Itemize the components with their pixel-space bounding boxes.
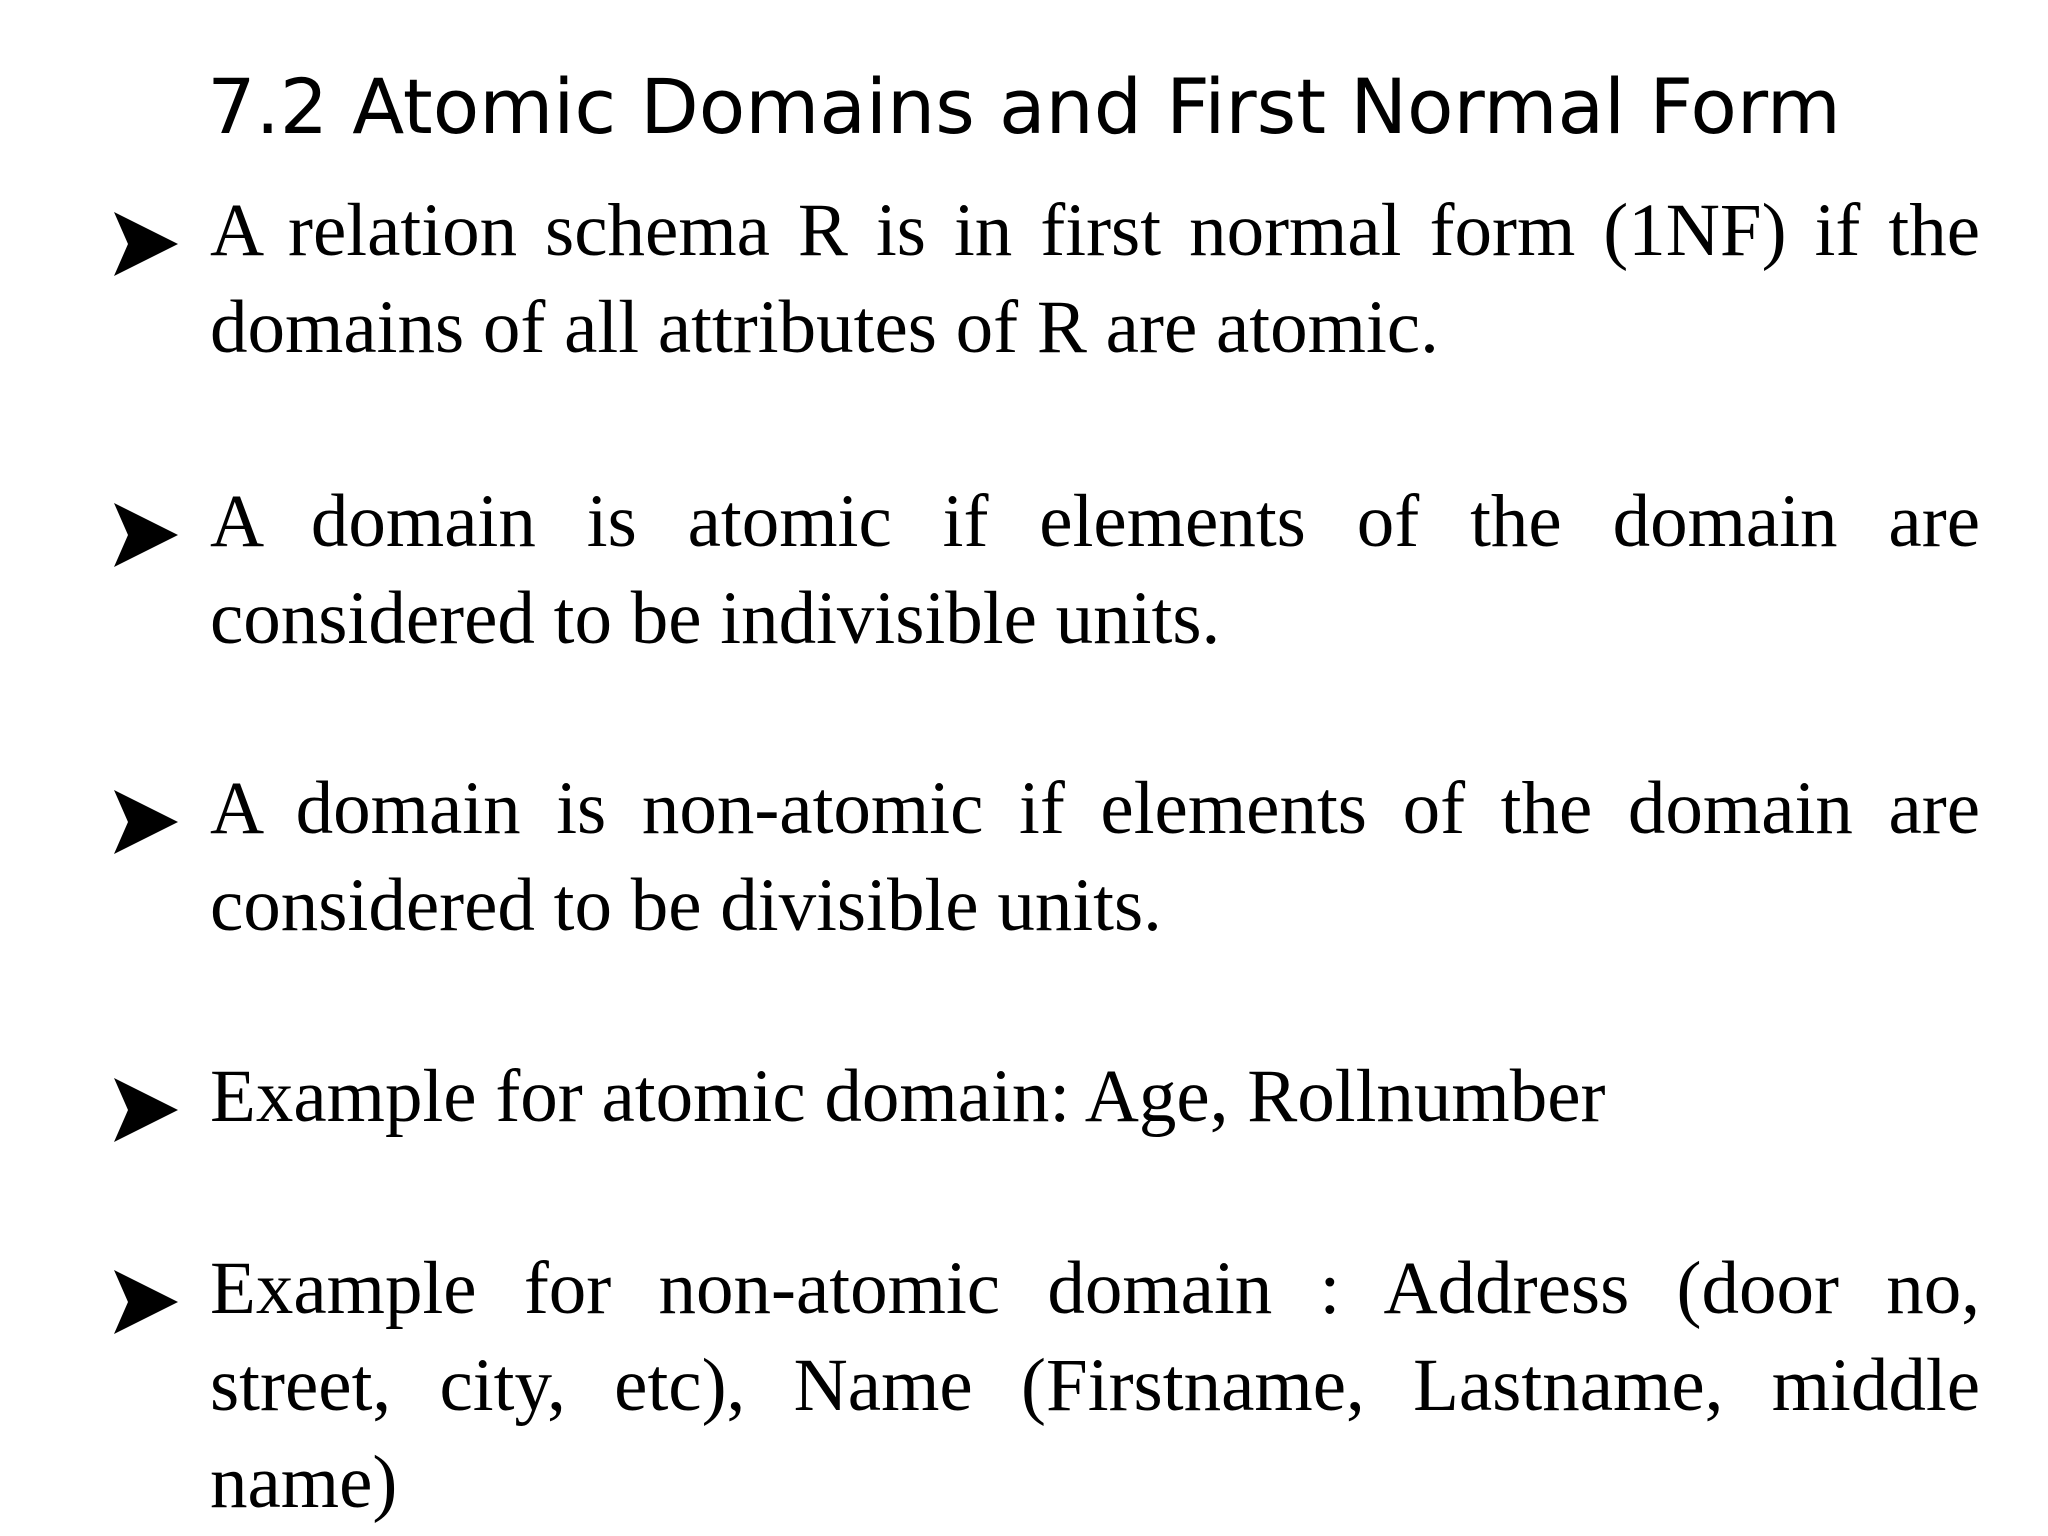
- bullet-text: Example for atomic domain: Age, Rollnumber: [210, 1055, 1606, 1138]
- arrowhead-bullet-icon: [110, 1266, 182, 1338]
- bullet-text: Example for non-atomic domain : Address (door no, street, city, etc), Name (Firstname, Lastname, middle name): [210, 1247, 1980, 1524]
- slide-title: 7.2 Atomic Domains and First Normal Form: [207, 62, 1841, 151]
- bullet-text: A relation schema R is in first normal form (1NF) if the domains of all attributes of R are atomic.: [210, 189, 1980, 369]
- bullet-text: A domain is non-atomic if elements of the domain are considered to be divisible units.: [210, 767, 1980, 947]
- arrowhead-bullet-icon: [110, 499, 182, 571]
- arrowhead-bullet-icon: [110, 1074, 182, 1146]
- bullet-text: A domain is atomic if elements of the domain are considered to be indivisible units.: [210, 480, 1980, 660]
- arrowhead-bullet-icon: [110, 786, 182, 858]
- arrowhead-bullet-icon: [110, 208, 182, 280]
